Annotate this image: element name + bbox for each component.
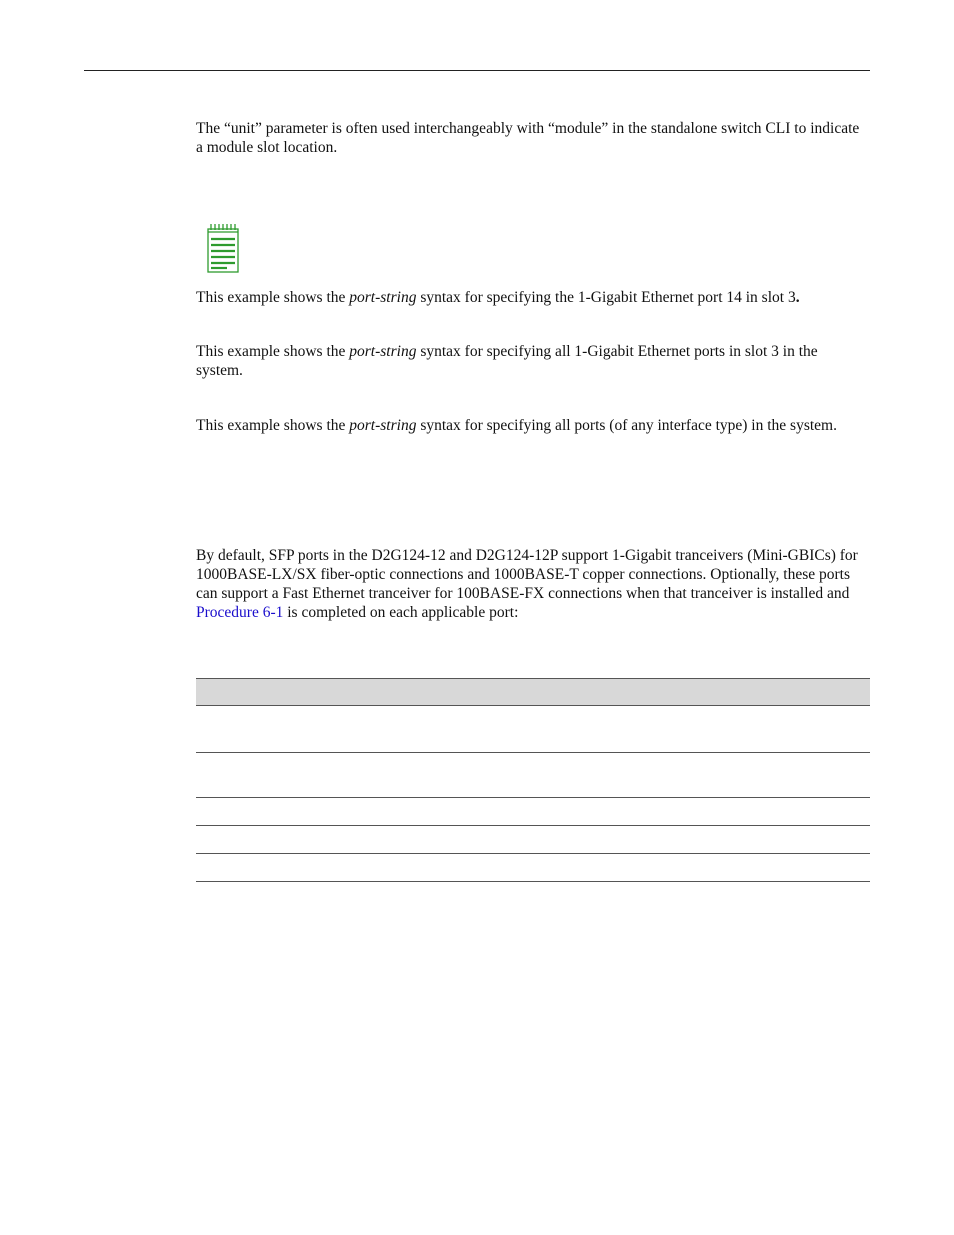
- port-string-term: port-string: [349, 417, 417, 434]
- example1-text: This example shows the: [196, 289, 350, 306]
- table-row: [196, 854, 870, 882]
- example1-text-rest: syntax for specifying the 1-Gigabit Ethernet port 14 in slot 3: [416, 289, 796, 306]
- notepad-icon: [205, 222, 243, 274]
- table-row: [196, 706, 870, 753]
- procedure-link[interactable]: Procedure 6-1: [196, 604, 284, 621]
- unit-parameter-note: [196, 119, 868, 157]
- example2-text: This example shows the: [196, 343, 350, 360]
- example3-text-rest: syntax for specifying all ports (of any interface type) in the system.: [416, 417, 837, 434]
- unit-note-text: The “unit” parameter is often used interchangeably with “module” in the standalone switch CLI to indicate a module slot location.: [196, 120, 860, 156]
- header-rule: [84, 70, 870, 71]
- table-row: [196, 826, 870, 854]
- example-all-ports: [196, 416, 868, 435]
- example3-text: This example shows the: [196, 417, 350, 434]
- table-row: [196, 798, 870, 826]
- example1-period: .: [795, 289, 800, 306]
- port-string-term: port-string: [349, 289, 417, 306]
- example2-text-rest: syntax for specifying all 1-Gigabit Ethernet ports in slot 3 in the system.: [196, 343, 818, 379]
- sfp-ports-paragraph: [196, 546, 868, 622]
- example-slot-ports: [196, 342, 868, 380]
- port-string-term: port-string: [349, 343, 417, 360]
- sfp-text: By default, SFP ports in the D2G124-12 and D2G124-12P support 1-Gigabit tranceivers (Mini-GBICs) for 1000BASE-LX/SX fiber-optic connections and 1000BASE-T copper connections. Optionally, these ports can support a Fast Ethernet tranceiver for 100BASE-FX connections when that tranceiver is installed and: [196, 547, 858, 602]
- example-single-port: [196, 288, 868, 307]
- table-row: [196, 753, 870, 798]
- procedure-table: [196, 678, 870, 882]
- sfp-text-rest: is completed on each applicable port:: [283, 604, 519, 621]
- table-header: [196, 678, 870, 706]
